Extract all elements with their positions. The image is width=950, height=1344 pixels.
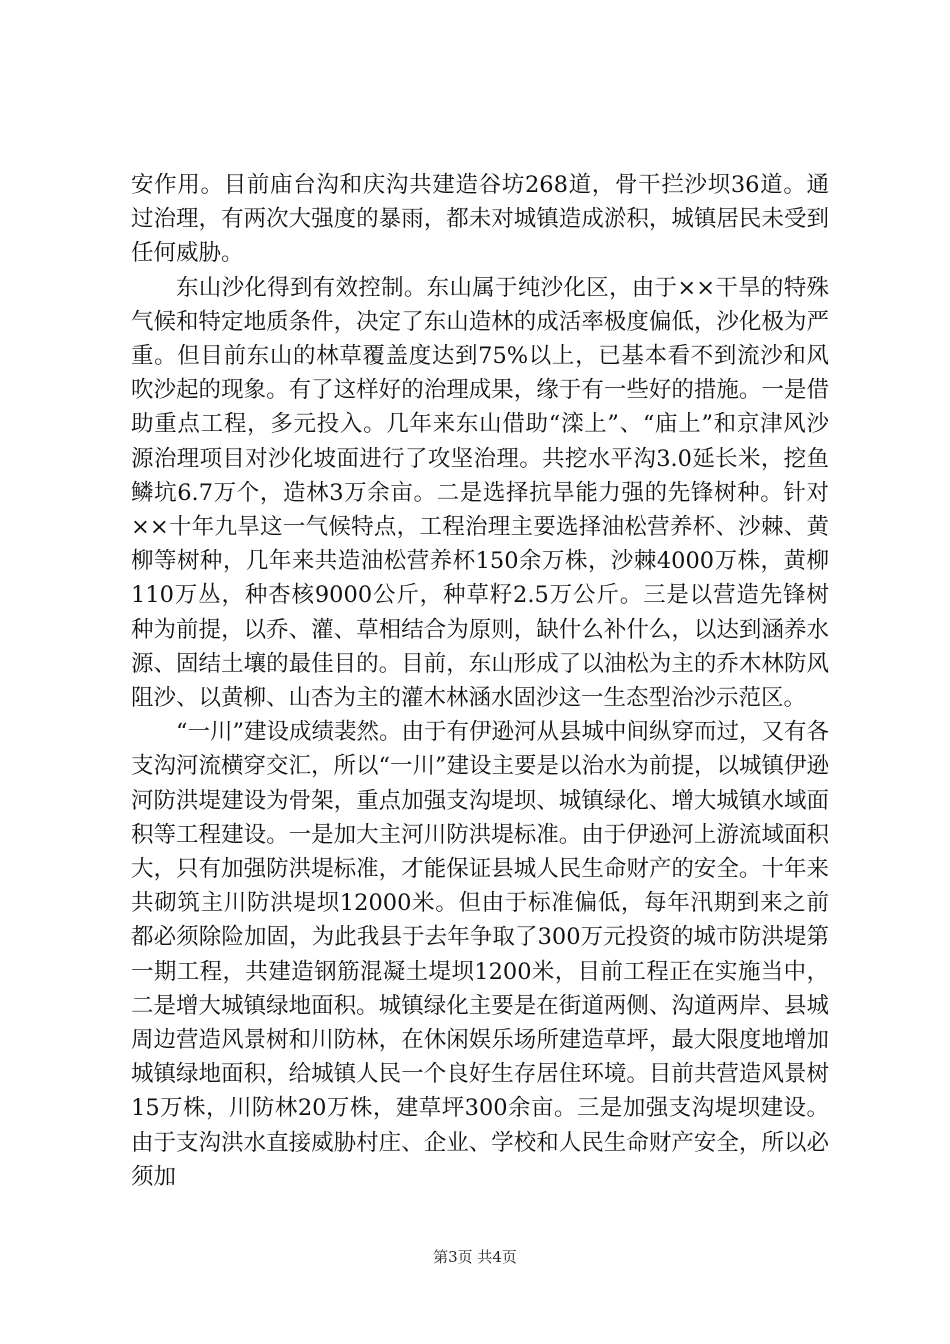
paragraph-dongshan: 东山沙化得到有效控制。东山属于纯沙化区，由于××干旱的特殊气候和特定地质条件，决定了东山造林的成活率极度偏低，沙化极为严重。但目前东山的林草覆盖度达到75%以上，已基本看不到流沙和风吹沙起的现象。有了这样好的治理成果，缘于有一些好的措施。一是借助重点工程，多元投入。几年来东山借助“滦上”、“庙上”和京津风沙源治理项目对沙化坡面进行了攻坚治理。共挖水平沟3.0延长米，挖鱼鳞坑6.7万个，造林3万余亩。二是选择抗旱能力强的先锋树种。针对××十年九旱这一气候特点，工程治理主要选择油松营养杯、沙棘、黄柳等树种，几年来共造油松营养杯150余万株，沙棘4000万株，黄柳110万丛，种杏核9000公斤，种草籽2.5万公斤。三是以营造先锋树种为前提，以乔、灌、草相结合为原则，缺什么补什么，以达到涵养水源、固结土壤的最佳目的。目前，东山形成了以油松为主的乔木林防风阻沙、以黄柳、山杏为主的灌木林涵水固沙这一生态型治沙示范区。 bbox=[131, 274, 829, 712]
page-footer: 第3页 共4页 bbox=[433, 1248, 517, 1266]
paragraph-continuation: 安作用。目前庙台沟和庆沟共建造谷坊268道，骨干拦沙坝36道。通过治理，有两次大强度的暴雨，都未对城镇造成淤积，城镇居民未受到任何威胁。 bbox=[131, 172, 829, 267]
paragraph-yichuan: “一川”建设成绩裴然。由于有伊逊河从县城中间纵穿而过，又有各支沟河流横穿交汇，所以“一川”建设主要是以治水为前提，以城镇伊逊河防洪堤建设为骨架，重点加强支沟堤坝、城镇绿化、增大城镇水域面积等工程建设。一是加大主河川防洪堤标准。由于伊逊河上游流域面积大，只有加强防洪堤标准，才能保证县城人民生命财产的安全。十年来共砌筑主川防洪堤坝12000米。但由于标准偏低，每年汛期到来之前都必须除险加固，为此我县于去年争取了300万元投资的城市防洪堤第一期工程，共建造钢筋混凝土堤坝1200米，目前工程正在实施当中，二是增大城镇绿地面积。城镇绿化主要是在街道两侧、沟道两岸、县城周边营造风景树和川防林，在休闲娱乐场所建造草坪，最大限度地增加城镇绿地面积，给城镇人民一个良好生存居住环境。目前共营造风景树15万株，川防林20万株，建草坪300余亩。三是加强支沟堤坝建设。由于支沟洪水直接威胁村庄、企业、学校和人民生命财产安全，所以必须加 bbox=[131, 719, 830, 1190]
body-text bbox=[131, 168, 829, 1194]
